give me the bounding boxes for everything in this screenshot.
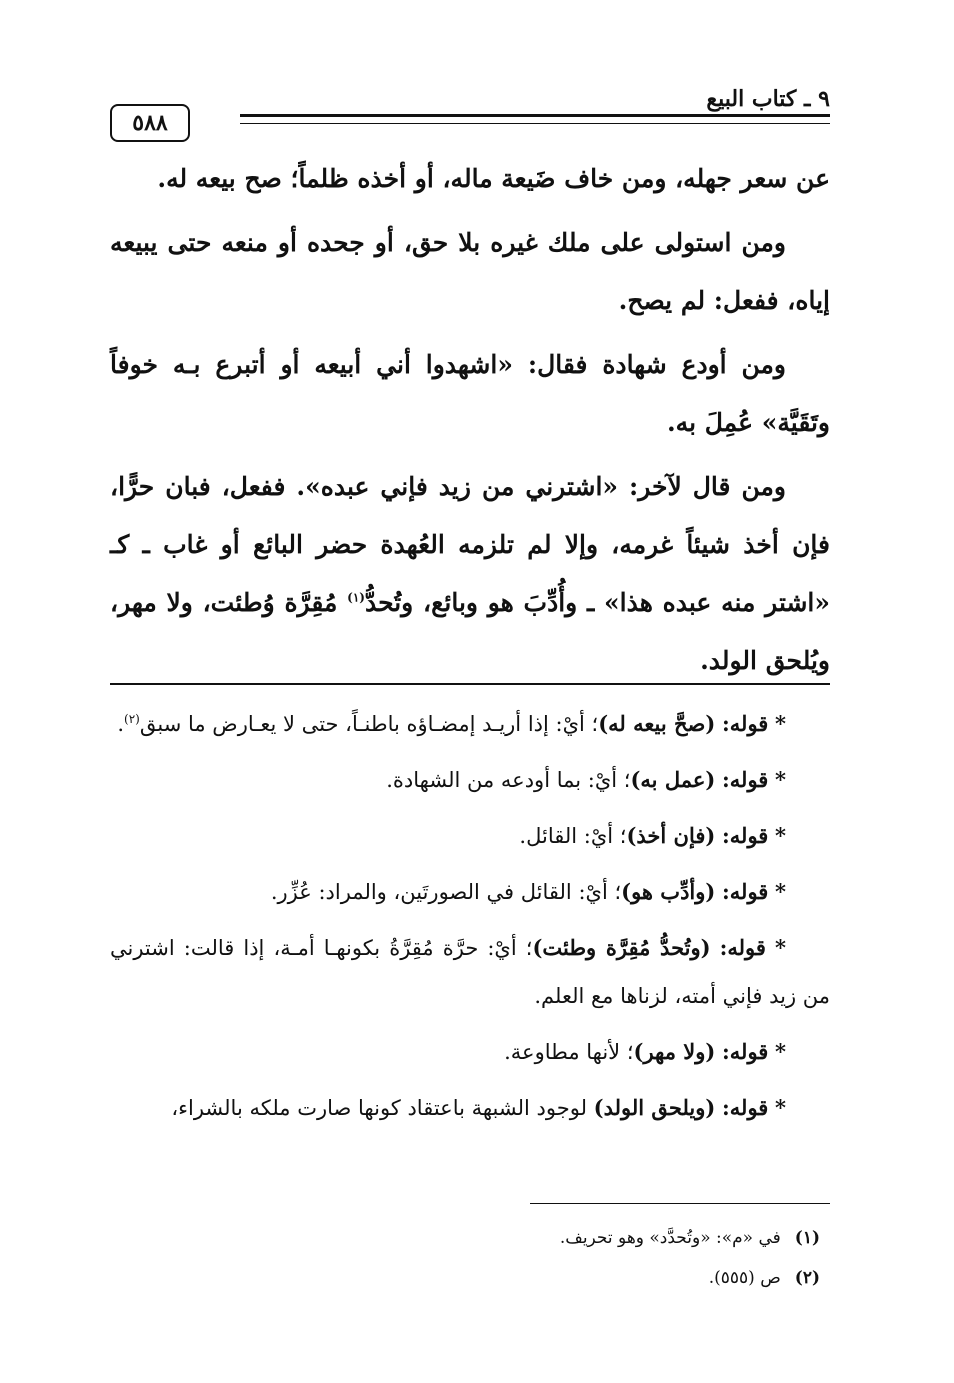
commentary-text: ؛ أيْ: إذا أريـد إمضـاؤه باطنـاً، حتى لا يعـارض ما سبق — [139, 712, 599, 736]
main-paragraph-4 — [110, 458, 830, 690]
commentary-item — [110, 756, 830, 804]
star-bullet: * — [775, 711, 786, 736]
chapter-title: ٩ ـ كتاب البيع — [706, 86, 830, 112]
commentary-text: ؛ أيْ: حرَّة مُقِرَّةُ بكونهـا أمـة، إذا قالت: اشترني من زيد فإني أمته، لزناها مع العلم. — [110, 936, 830, 1008]
footnote-1 — [110, 1218, 820, 1258]
header-rule — [240, 114, 830, 124]
commentary-item — [110, 1084, 830, 1132]
commentary-item — [110, 924, 830, 1020]
main-p3-text: ومن أودع شهادة فقال: «اشهدوا أني أبيعه أو أتبرع بـه خوفاً وتَقَيَّة» عُمِلَ به. — [110, 350, 830, 437]
footnote-2 — [110, 1258, 820, 1298]
commentary-tail: . — [117, 712, 125, 736]
page-header — [110, 84, 830, 144]
star-bullet: * — [775, 1039, 786, 1064]
footnote-ref-1: (١) — [347, 590, 365, 605]
footnote-rule — [530, 1203, 830, 1204]
commentary-label: قوله: — [722, 767, 769, 792]
footnote-text: في «م»: «وتُحدَّد» وهو تحريف. — [559, 1228, 781, 1248]
main-p1-text: عن سعر جهله، ومن خاف ضَيعة ماله، أو أخذه ظلماً؛ صح بيعه له. — [157, 164, 830, 193]
commentary-text: ؛ أيْ: بما أودعه من الشهادة. — [386, 768, 631, 792]
star-bullet: * — [775, 767, 786, 792]
commentary-quote: (صحَّ بيعه له) — [598, 711, 716, 736]
commentary-section — [110, 700, 830, 1140]
commentary-item — [110, 1028, 830, 1076]
commentary-quote: (ويلحق الولد) — [593, 1095, 716, 1120]
commentary-text: ؛ لأنها مطاوعة. — [504, 1040, 634, 1064]
commentary-quote: (عمل به) — [630, 767, 716, 792]
main-paragraph-2 — [110, 214, 830, 330]
main-p4b-text: مُقِرَّة وُطئت، ولا مهر، ويُلحق الولد. — [110, 588, 830, 675]
section-divider — [110, 683, 830, 685]
commentary-label: قوله: — [722, 711, 769, 736]
commentary-quote: (وتُحدُّ مُقِرَّة وطئت) — [532, 935, 711, 960]
commentary-label: قوله: — [719, 935, 766, 960]
main-text — [110, 150, 830, 696]
star-bullet: * — [775, 823, 786, 848]
commentary-label: قوله: — [722, 1095, 769, 1120]
star-bullet: * — [775, 879, 786, 904]
footnote-number: (٢) — [794, 1268, 820, 1288]
footnote-ref-2: (٢) — [124, 712, 140, 726]
star-bullet: * — [774, 935, 786, 960]
commentary-quote: (وأدِّب هو) — [621, 879, 716, 904]
commentary-label: قوله: — [722, 1039, 769, 1064]
star-bullet: * — [775, 1095, 786, 1120]
main-p2-text: ومن استولى على ملك غيره بلا حق، أو جحده أو منعه حتى يبيعه إياه، ففعل: لم يصح. — [110, 228, 830, 315]
commentary-label: قوله: — [722, 823, 769, 848]
commentary-text: ؛ أيْ: القائل في الصورتَين، والمراد: عُزِّر. — [270, 880, 622, 904]
footnotes — [110, 1218, 820, 1298]
commentary-label: قوله: — [722, 879, 769, 904]
commentary-text: ؛ أيْ: القائل. — [519, 824, 627, 848]
page-number: ٥٨٨ — [110, 104, 190, 142]
main-paragraph-3 — [110, 336, 830, 452]
footnote-number: (١) — [794, 1228, 820, 1248]
footnote-text: ص (٥٥٥). — [708, 1268, 781, 1288]
main-p4a-text: ومن قال لآخر: «اشترني من زيد فإني عبده». ففعل، فبان حرًّا، فإن أخذ شيئاً غرمه، وإلا لم تلزمه العُهدة حضر البائع أو غاب ـ كـ «اشتر منه عبده هذا» ـ وأُدِّبَ هو وبائع، وتُحدُّ — [110, 472, 831, 617]
commentary-quote: (ولا مهر) — [633, 1039, 716, 1064]
commentary-item — [110, 868, 830, 916]
commentary-item — [110, 700, 830, 748]
commentary-item — [110, 812, 830, 860]
main-paragraph-1 — [110, 150, 830, 208]
commentary-text: لوجود الشبهة باعتقاد كونها صارت ملكه بالشراء، — [171, 1096, 594, 1120]
commentary-quote: (فإن أخذ) — [626, 823, 716, 848]
